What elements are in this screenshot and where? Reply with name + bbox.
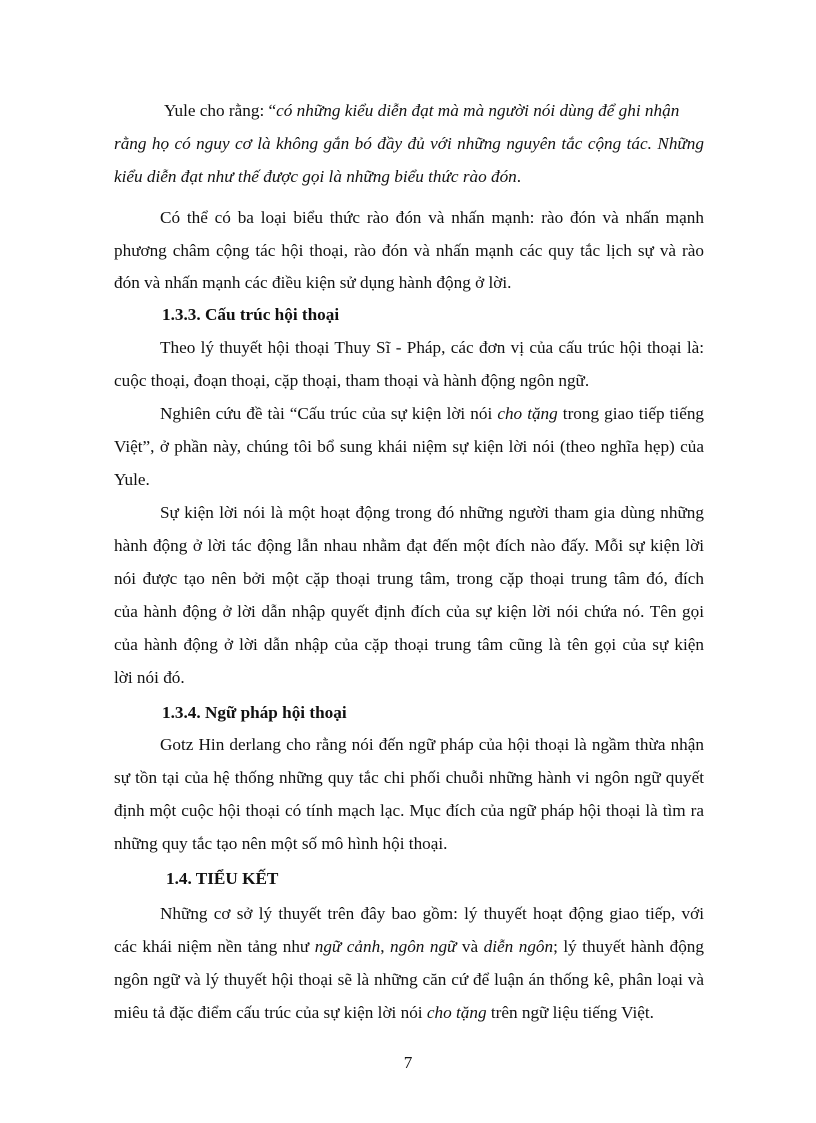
text-run: và — [456, 937, 484, 956]
paragraph-line: Sự kiện lời nói là một hoạt động trong đó những người tham gia dùng những — [160, 503, 704, 522]
text-run: trên ngữ liệu tiếng Việt. — [486, 1003, 654, 1022]
text-run: Nghiên cứu đề tài “Cấu trúc của sự kiện lời nói — [160, 404, 498, 423]
paragraph-line — [160, 403, 704, 425]
paragraph-line: Gotz Hin derlang cho rằng nói đến ngữ pháp của hội thoại là ngầm thừa nhận — [160, 735, 704, 754]
section-heading: 1.4. TIỂU KẾT — [166, 869, 279, 888]
paragraph-line: định một cuộc hội thoại có tính mạch lạc. Mục đích của ngữ pháp hội thoại là tìm ra — [114, 801, 704, 820]
italic-text: ngôn ngữ — [390, 937, 457, 956]
page-number: 7 — [403, 1053, 413, 1072]
paragraph-line: lời nói đó. — [114, 668, 185, 687]
italic-text: cho tặng — [426, 1003, 487, 1022]
paragraph-line — [114, 936, 704, 958]
section-heading: 1.3.4. Ngữ pháp hội thoại — [162, 703, 347, 722]
paragraph-line — [164, 100, 679, 122]
paragraph-line: những quy tắc tạo nên một số mô hình hội thoại. — [114, 834, 448, 853]
text-run: các khái niệm nền tảng như — [114, 937, 315, 956]
paragraph-line: hành động ở lời tác động lẫn nhau nhằm đạt đến một đích nào đấy. Mỗi sự kiện lời — [114, 536, 704, 555]
paragraph-line: sự tồn tại của hệ thống những quy tắc chi phối chuỗi những hành vi ngôn ngữ quyết — [114, 768, 704, 787]
paragraph-line: nói được tạo nên bởi một cặp thoại trung tâm, trong cặp thoại trung tâm đó, đích — [114, 569, 704, 588]
italic-text: cho tặng — [497, 404, 558, 423]
italic-text: có những kiểu diễn đạt mà mà người nói dùng để ghi nhận — [276, 101, 680, 120]
paragraph-line: phương châm cộng tác hội thoại, rào đón và nhấn mạnh các quy tắc lịch sự và rào — [114, 241, 704, 260]
text-run: trong giao tiếp tiếng — [557, 404, 705, 423]
italic-text: rằng họ có nguy cơ là không gắn bó đầy đủ với những nguyên tắc cộng tác. Những — [114, 134, 704, 153]
paragraph-line: Những cơ sở lý thuyết trên đây bao gồm: lý thuyết hoạt động giao tiếp, với — [160, 904, 704, 923]
paragraph-line: ngôn ngữ và lý thuyết hội thoại sẽ là những căn cứ để luận án thống kê, phân loại và — [114, 970, 704, 989]
paragraph-line: Có thể có ba loại biểu thức rào đón và nhấn mạnh: rào đón và nhấn mạnh — [160, 208, 704, 227]
text-run: . — [516, 167, 522, 186]
paragraph-line: của hành động ở lời dẫn nhập quyết định đích của sự kiện lời nói chứa nó. Tên gọi — [114, 602, 704, 621]
paragraph-line: Việt”, ở phần này, chúng tôi bổ sung khái niệm sự kiện lời nói (theo nghĩa hẹp) của — [114, 437, 704, 456]
italic-text: diễn ngôn — [483, 937, 554, 956]
paragraph-line — [114, 166, 521, 188]
section-heading: 1.3.3. Cấu trúc hội thoại — [162, 305, 340, 324]
paragraph-line: Theo lý thuyết hội thoại Thuy Sĩ - Pháp, các đơn vị của cấu trúc hội thoại là: — [160, 338, 704, 357]
italic-text: kiểu diễn đạt như thế được gọi là những biểu thức rào đón — [114, 167, 517, 186]
text-run: Yule cho rằng: “ — [164, 101, 277, 120]
paragraph-line — [114, 1002, 654, 1024]
paragraph-line: của hành động ở lời dẫn nhập của cặp thoại trung tâm cũng là tên gọi của sự kiện — [114, 635, 704, 654]
paragraph-line — [114, 133, 704, 155]
paragraph-line: Yule. — [114, 470, 150, 489]
paragraph-line: cuộc thoại, đoạn thoại, cặp thoại, tham thoại và hành động ngôn ngữ. — [114, 371, 590, 390]
text-run: , — [380, 937, 390, 956]
paragraph-line: đón và nhấn mạnh các điều kiện sử dụng hành động ở lời. — [114, 273, 512, 292]
text-run: miêu tả đặc điểm cấu trúc của sự kiện lời nói — [114, 1003, 427, 1022]
text-run: ; lý thuyết hành động — [553, 937, 704, 956]
italic-text: ngữ cảnh — [314, 937, 381, 956]
